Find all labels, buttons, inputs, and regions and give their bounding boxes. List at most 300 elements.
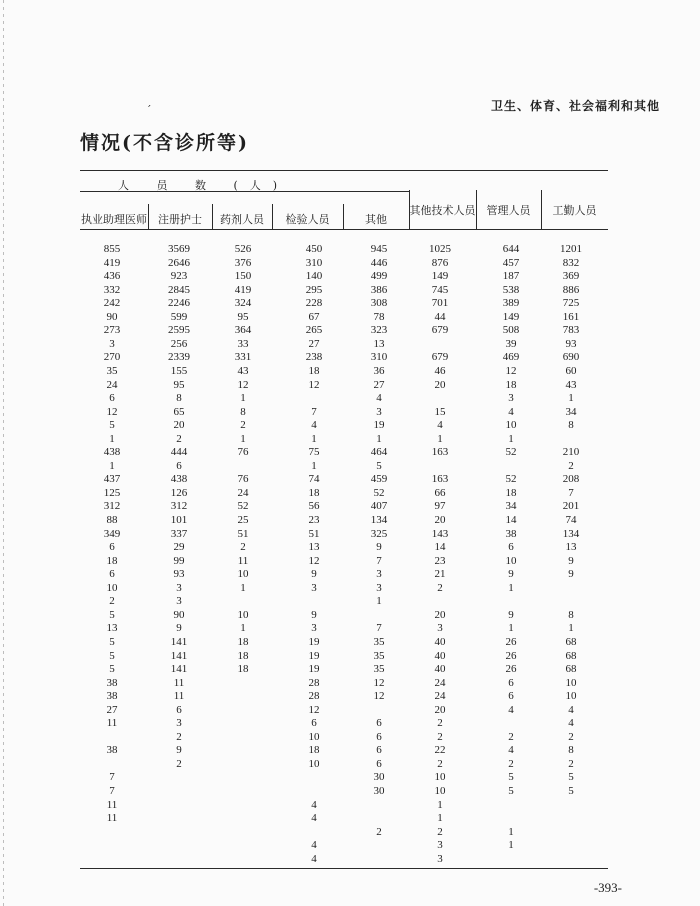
table-cell: 51 <box>237 527 249 540</box>
table-cell: 5 <box>508 771 514 784</box>
table-cell: 10 <box>237 608 249 621</box>
table-cell: 18 <box>308 744 320 757</box>
table-cell: 599 <box>170 310 188 323</box>
table-cell: 67 <box>308 310 320 323</box>
table-cell: 9 <box>508 568 514 581</box>
table-cell: 43 <box>237 364 249 377</box>
table-cell: 33 <box>237 337 249 350</box>
table-cell: 1 <box>568 392 574 405</box>
table-cell: 34 <box>505 500 517 513</box>
table-cell: 6 <box>176 703 182 716</box>
table-cell: 1 <box>508 622 514 635</box>
table-cell: 18 <box>237 663 249 676</box>
table-cell: 155 <box>170 364 188 377</box>
table-cell: 2 <box>437 757 443 770</box>
table-cell: 43 <box>565 378 577 391</box>
table-cell: 95 <box>237 310 249 323</box>
table-cell: 4 <box>437 419 443 432</box>
table-cell: 26 <box>505 649 517 662</box>
table-cell: 65 <box>173 405 185 418</box>
table-cell: 51 <box>308 527 320 540</box>
table-cell: 163 <box>431 473 449 486</box>
table-cell: 2 <box>568 730 574 743</box>
table-cell: 90 <box>173 608 185 621</box>
table-cell: 13 <box>106 622 118 635</box>
table-cell: 4 <box>376 392 382 405</box>
table-cell: 93 <box>173 568 185 581</box>
table-cell: 27 <box>308 337 320 350</box>
table-cell: 141 <box>170 635 188 648</box>
table-cell: 1 <box>109 432 115 445</box>
table-cell: 60 <box>565 364 577 377</box>
table-cell: 876 <box>431 256 449 269</box>
table-cell: 1 <box>376 595 382 608</box>
table-cell: 68 <box>565 649 577 662</box>
table-top-rule <box>80 170 608 171</box>
table-cell: 20 <box>434 608 446 621</box>
table-cell: 38 <box>106 690 118 703</box>
table-cell: 3 <box>437 622 443 635</box>
table-cell: 331 <box>234 351 252 364</box>
table-cell: 457 <box>502 256 520 269</box>
table-cell: 6 <box>176 459 182 472</box>
table-cell: 2 <box>240 419 246 432</box>
table-cell: 308 <box>370 297 388 310</box>
table-cell: 7 <box>311 405 317 418</box>
table-cell: 4 <box>311 852 317 865</box>
table-cell: 6 <box>311 717 317 730</box>
table-cell: 149 <box>502 310 520 323</box>
table-cell: 150 <box>234 270 252 283</box>
table-cell: 1 <box>240 432 246 445</box>
table-cell: 13 <box>373 337 385 350</box>
table-cell: 2 <box>176 757 182 770</box>
section-title: 卫生、体育、社会福利和其他 <box>490 99 660 113</box>
table-cell: 35 <box>106 364 118 377</box>
table-cell: 68 <box>565 663 577 676</box>
table-cell: 2845 <box>168 283 190 296</box>
table-cell: 5 <box>109 608 115 621</box>
table-cell: 28 <box>308 676 320 689</box>
table-cell: 4 <box>508 405 514 418</box>
table-cell: 832 <box>562 256 580 269</box>
table-cell: 20 <box>434 703 446 716</box>
table-cell: 2 <box>508 757 514 770</box>
column-header: 执业助理医师 <box>81 213 147 226</box>
table-cell: 2339 <box>168 351 190 364</box>
table-cell: 8 <box>568 608 574 621</box>
table-cell: 24 <box>237 486 249 499</box>
table-cell: 74 <box>565 514 577 526</box>
table-cell: 74 <box>308 473 320 486</box>
table-cell: 242 <box>103 297 121 310</box>
table-cell: 10 <box>106 581 118 594</box>
table-cell: 419 <box>103 256 121 269</box>
table-cell: 75 <box>308 446 320 459</box>
table-cell: 9 <box>176 622 182 635</box>
table-cell: 6 <box>376 744 382 757</box>
table-cell: 6 <box>508 690 514 703</box>
table-cell: 12 <box>373 690 385 703</box>
table-cell: 376 <box>234 256 252 269</box>
table-cell: 22 <box>434 744 446 757</box>
table-cell: 4 <box>508 744 514 757</box>
table-cell: 1201 <box>560 243 582 255</box>
table-cell: 7 <box>376 554 382 567</box>
table-cell: 270 <box>103 351 121 364</box>
table-cell: 52 <box>505 446 517 459</box>
table-cell: 2246 <box>168 297 190 310</box>
table-cell: 3 <box>508 392 514 405</box>
table-cell: 436 <box>103 270 121 283</box>
table-cell: 1 <box>508 581 514 594</box>
table-cell: 332 <box>103 283 121 296</box>
table-cell: 464 <box>370 446 388 459</box>
table-cell: 4 <box>568 717 574 730</box>
table-cell: 6 <box>109 568 115 581</box>
table-cell: 2 <box>376 825 382 838</box>
table-cell: 4 <box>311 798 317 811</box>
table-cell: 4 <box>568 703 574 716</box>
table-cell: 99 <box>173 554 185 567</box>
table-cell: 923 <box>170 270 188 283</box>
table-cell: 11 <box>106 798 118 811</box>
table-cell: 3 <box>176 717 182 730</box>
table-cell: 18 <box>308 486 320 499</box>
table-cell: 2 <box>109 595 115 608</box>
table-cell: 644 <box>502 243 520 255</box>
table-cell: 407 <box>370 500 388 513</box>
table-cell: 20 <box>434 378 446 391</box>
table-cell: 40 <box>434 649 446 662</box>
table-cell: 2 <box>568 459 574 472</box>
table-cell: 1 <box>311 432 317 445</box>
table-cell: 679 <box>431 324 449 337</box>
table-cell: 5 <box>109 419 115 432</box>
table-cell: 30 <box>373 771 385 784</box>
table-cell: 2 <box>508 730 514 743</box>
column-header: 检验人员 <box>285 213 330 226</box>
table-cell: 52 <box>373 486 385 499</box>
table-cell: 9 <box>376 541 382 554</box>
table-cell: 40 <box>434 635 446 648</box>
table-cell: 140 <box>305 270 323 283</box>
table-cell: 36 <box>373 364 385 377</box>
table-cell: 101 <box>170 514 188 526</box>
table-cell: 312 <box>170 500 188 513</box>
table-cell: 10 <box>434 771 446 784</box>
table-cell: 459 <box>370 473 388 486</box>
table-cell: 2 <box>240 541 246 554</box>
table-cell: 13 <box>565 541 577 554</box>
table-cell: 508 <box>502 324 520 337</box>
table-cell: 1 <box>437 798 443 811</box>
table-cell: 438 <box>170 473 188 486</box>
table-cell: 19 <box>373 419 385 432</box>
table-cell: 228 <box>305 297 323 310</box>
table-cell: 27 <box>373 378 385 391</box>
table-cell: 5 <box>109 649 115 662</box>
table-cell: 141 <box>170 663 188 676</box>
table-cell: 23 <box>434 554 446 567</box>
table-cell: 78 <box>373 310 385 323</box>
column-header: 管理人员 <box>486 204 531 217</box>
table-cell: 134 <box>370 514 388 526</box>
table-cell: 26 <box>505 663 517 676</box>
table-cell: 3 <box>311 622 317 635</box>
table-cell: 499 <box>370 270 388 283</box>
table-cell: 126 <box>170 486 188 499</box>
table-cell: 28 <box>308 690 320 703</box>
table-cell: 8 <box>240 405 246 418</box>
table-cell: 11 <box>106 717 118 730</box>
table-cell: 337 <box>170 527 188 540</box>
table-cell: 9 <box>176 744 182 757</box>
table-cell: 2 <box>568 757 574 770</box>
table-cell: 3569 <box>168 243 190 255</box>
table-cell: 1 <box>437 812 443 825</box>
page-edge <box>3 0 4 906</box>
table-cell: 273 <box>103 324 121 337</box>
table-cell: 5 <box>109 663 115 676</box>
table-cell: 679 <box>431 351 449 364</box>
table-cell: 187 <box>502 270 520 283</box>
table-cell: 35 <box>373 649 385 662</box>
table-cell: 3 <box>176 581 182 594</box>
table-cell: 1 <box>109 459 115 472</box>
table-cell: 444 <box>170 446 188 459</box>
table-cell: 6 <box>109 392 115 405</box>
table-cell: 19 <box>308 649 320 662</box>
table-cell: 18 <box>237 649 249 662</box>
table-cell: 30 <box>373 785 385 797</box>
table-cell: 26 <box>505 635 517 648</box>
table-cell: 11 <box>173 690 185 703</box>
table-cell: 783 <box>562 324 580 337</box>
table-cell: 2 <box>176 432 182 445</box>
table-cell: 2595 <box>168 324 190 337</box>
table-cell: 6 <box>508 541 514 554</box>
table-cell: 3 <box>437 852 443 865</box>
table-cell: 6 <box>376 757 382 770</box>
table-cell: 12 <box>373 676 385 689</box>
table-cell: 39 <box>505 337 517 350</box>
table-cell: 364 <box>234 324 252 337</box>
table-cell: 10 <box>565 676 577 689</box>
table-cell: 12 <box>106 405 118 418</box>
table-cell: 438 <box>103 446 121 459</box>
table-cell: 34 <box>565 405 577 418</box>
table-cell: 1 <box>240 622 246 635</box>
table-cell: 19 <box>308 635 320 648</box>
table-cell: 6 <box>376 730 382 743</box>
table-cell: 1 <box>508 432 514 445</box>
table-cell: 5 <box>568 785 574 797</box>
table-cell: 9 <box>568 568 574 581</box>
table-cell: 1025 <box>429 243 451 255</box>
table-cell: 66 <box>434 486 446 499</box>
table-cell: 4 <box>508 703 514 716</box>
table-cell: 3 <box>376 581 382 594</box>
table-cell: 450 <box>305 243 323 255</box>
table-cell: 446 <box>370 256 388 269</box>
table-cell: 8 <box>568 744 574 757</box>
table-cell: 256 <box>170 337 188 350</box>
table-cell: 18 <box>106 554 118 567</box>
table-cell: 5 <box>568 771 574 784</box>
table-cell: 310 <box>370 351 388 364</box>
table-cell: 12 <box>308 703 320 716</box>
table-cell: 5 <box>376 459 382 472</box>
table-cell: 1 <box>240 392 246 405</box>
column-header: 工勤人员 <box>552 204 597 217</box>
column-header: 其他 <box>365 213 387 226</box>
column-header: 其他技术人员 <box>409 204 476 217</box>
table-cell: 10 <box>237 568 249 581</box>
table-cell: 2 <box>437 730 443 743</box>
table-cell: 701 <box>431 297 449 310</box>
table-cell: 10 <box>565 690 577 703</box>
table-cell: 134 <box>562 527 580 540</box>
table-cell: 11 <box>237 554 249 567</box>
table-cell: 56 <box>308 500 320 513</box>
table-cell: 38 <box>106 676 118 689</box>
table-cell: 163 <box>431 446 449 459</box>
table-cell: 46 <box>434 364 446 377</box>
table-cell: 745 <box>431 283 449 296</box>
table-cell: 210 <box>562 446 580 459</box>
table-cell: 6 <box>109 541 115 554</box>
table-cell: 324 <box>234 297 252 310</box>
table-cell: 1 <box>311 459 317 472</box>
table-cell: 469 <box>502 351 520 364</box>
stray-mark: ˊ <box>146 104 152 117</box>
table-cell: 9 <box>508 608 514 621</box>
table-cell: 6 <box>376 717 382 730</box>
table-cell: 419 <box>234 283 252 296</box>
table-cell: 7 <box>376 622 382 635</box>
table-cell: 4 <box>311 812 317 825</box>
table-cell: 6 <box>508 676 514 689</box>
table-cell: 14 <box>434 541 446 554</box>
table-cell: 24 <box>434 690 446 703</box>
table-cell: 526 <box>234 243 252 255</box>
table-cell: 312 <box>103 500 121 513</box>
table-cell: 76 <box>237 446 249 459</box>
table-cell: 1 <box>568 622 574 635</box>
column-header: 注册护士 <box>158 213 202 226</box>
table-cell: 538 <box>502 283 520 296</box>
table-cell: 149 <box>431 270 449 283</box>
table-cell: 437 <box>103 473 121 486</box>
table-cell: 88 <box>106 514 118 526</box>
table-cell: 29 <box>173 541 185 554</box>
table-cell: 12 <box>237 378 249 391</box>
table-cell: 7 <box>109 771 115 784</box>
table-cell: 10 <box>505 554 517 567</box>
table-cell: 11 <box>106 812 118 825</box>
table-cell: 12 <box>308 554 320 567</box>
table-cell: 265 <box>305 324 323 337</box>
header-bottom-rule <box>80 229 608 230</box>
table-cell: 18 <box>237 635 249 648</box>
table-cell: 21 <box>434 568 446 581</box>
table-cell: 52 <box>237 500 249 513</box>
table-cell: 349 <box>103 527 121 540</box>
table-cell: 38 <box>106 744 118 757</box>
table-cell: 3 <box>176 595 182 608</box>
table-cell: 1 <box>240 581 246 594</box>
table-cell: 24 <box>106 378 118 391</box>
table-cell: 3 <box>109 337 115 350</box>
table-cell: 386 <box>370 283 388 296</box>
table-cell: 2 <box>437 717 443 730</box>
table-cell: 5 <box>109 635 115 648</box>
table-cell: 4 <box>311 839 317 852</box>
table-cell: 143 <box>431 527 449 540</box>
table-cell: 97 <box>434 500 446 513</box>
table-bottom-rule <box>80 868 608 869</box>
table-cell: 19 <box>308 663 320 676</box>
table-cell: 141 <box>170 649 188 662</box>
table-cell: 3 <box>376 405 382 418</box>
table-cell: 95 <box>173 378 185 391</box>
table-cell: 5 <box>508 785 514 797</box>
table-cell: 23 <box>308 514 320 526</box>
table-cell: 8 <box>176 392 182 405</box>
table-cell: 7 <box>568 486 574 499</box>
table-cell: 10 <box>505 419 517 432</box>
table-cell: 10 <box>308 730 320 743</box>
table-cell: 52 <box>505 473 517 486</box>
table-cell: 18 <box>308 364 320 377</box>
table-cell: 1 <box>508 839 514 852</box>
table-cell: 1 <box>508 825 514 838</box>
table-cell: 125 <box>103 486 121 499</box>
table-cell: 13 <box>308 541 320 554</box>
table-cell: 2 <box>176 730 182 743</box>
table-cell: 295 <box>305 283 323 296</box>
table-cell: 238 <box>305 351 323 364</box>
table-cell: 9 <box>311 568 317 581</box>
table-cell: 2 <box>437 581 443 594</box>
table-cell: 369 <box>562 270 580 283</box>
table-cell: 9 <box>568 554 574 567</box>
table-cell: 1 <box>376 432 382 445</box>
table-cell: 11 <box>173 676 185 689</box>
table-cell: 323 <box>370 324 388 337</box>
table-cell: 40 <box>434 663 446 676</box>
table-cell: 14 <box>505 514 517 526</box>
table-cell: 10 <box>434 785 446 797</box>
table-cell: 2 <box>437 825 443 838</box>
table-cell: 35 <box>373 635 385 648</box>
table-cell: 20 <box>173 419 185 432</box>
table-cell: 389 <box>502 297 520 310</box>
column-header: 药剂人员 <box>220 213 264 226</box>
page-number: -393- <box>593 880 622 895</box>
table-cell: 201 <box>562 500 580 513</box>
table-cell: 3 <box>376 568 382 581</box>
table-cell: 24 <box>434 676 446 689</box>
table-cell: 8 <box>568 419 574 432</box>
table-cell: 945 <box>370 243 388 255</box>
table-cell: 325 <box>370 527 388 540</box>
table-cell: 12 <box>308 378 320 391</box>
table-cell: 35 <box>373 663 385 676</box>
table-cell: 208 <box>562 473 580 486</box>
table-cell: 15 <box>434 405 446 418</box>
